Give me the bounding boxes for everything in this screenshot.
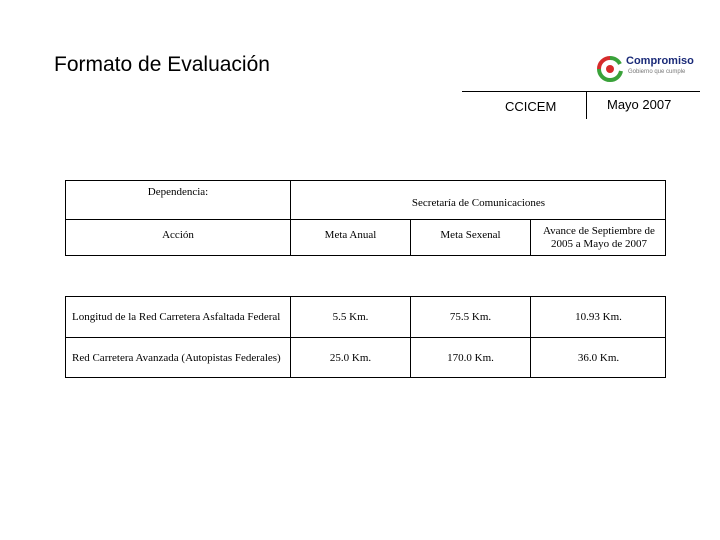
cell-meta-sexenal: 170.0 Km.: [447, 352, 494, 364]
compromiso-logo-icon: [596, 55, 624, 83]
cell-avance: 36.0 Km.: [577, 352, 620, 364]
data-table: [65, 296, 666, 378]
cell-accion: Red Carretera Avanzada (Autopistas Federales): [72, 352, 281, 364]
dependencia-value: Secretaría de Comunicaciones: [411, 197, 546, 209]
page-title: Formato de Evaluación: [54, 53, 270, 76]
column-header-accion: Acción: [162, 229, 194, 241]
dependencia-label: Dependencia:: [147, 186, 209, 198]
cell-meta-anual: 5.5 Km.: [332, 311, 369, 323]
report-date: Mayo 2007: [607, 97, 672, 112]
logo-name: Compromiso: [626, 55, 694, 67]
header-vertical-divider: [586, 91, 587, 119]
compromiso-logo: [596, 55, 716, 85]
cell-accion: Longitud de la Red Carretera Asfaltada Federal: [72, 311, 281, 323]
column-header-meta-anual: Meta Anual: [324, 229, 377, 241]
column-header-meta-sexenal: Meta Sexenal: [440, 229, 501, 241]
cell-meta-sexenal: 75.5 Km.: [449, 311, 492, 323]
header-table-vsep-3: [530, 219, 531, 255]
header-table: [65, 180, 666, 256]
cell-meta-anual: 25.0 Km.: [329, 352, 372, 364]
org-name: CCICEM: [505, 99, 557, 114]
cell-avance: 10.93 Km.: [575, 311, 622, 323]
header-divider: [462, 91, 700, 92]
logo-tagline: Gobierno que cumple: [628, 69, 686, 75]
column-header-avance: Avance de Septiembre de 2005 a Mayo de 2007: [543, 225, 655, 250]
